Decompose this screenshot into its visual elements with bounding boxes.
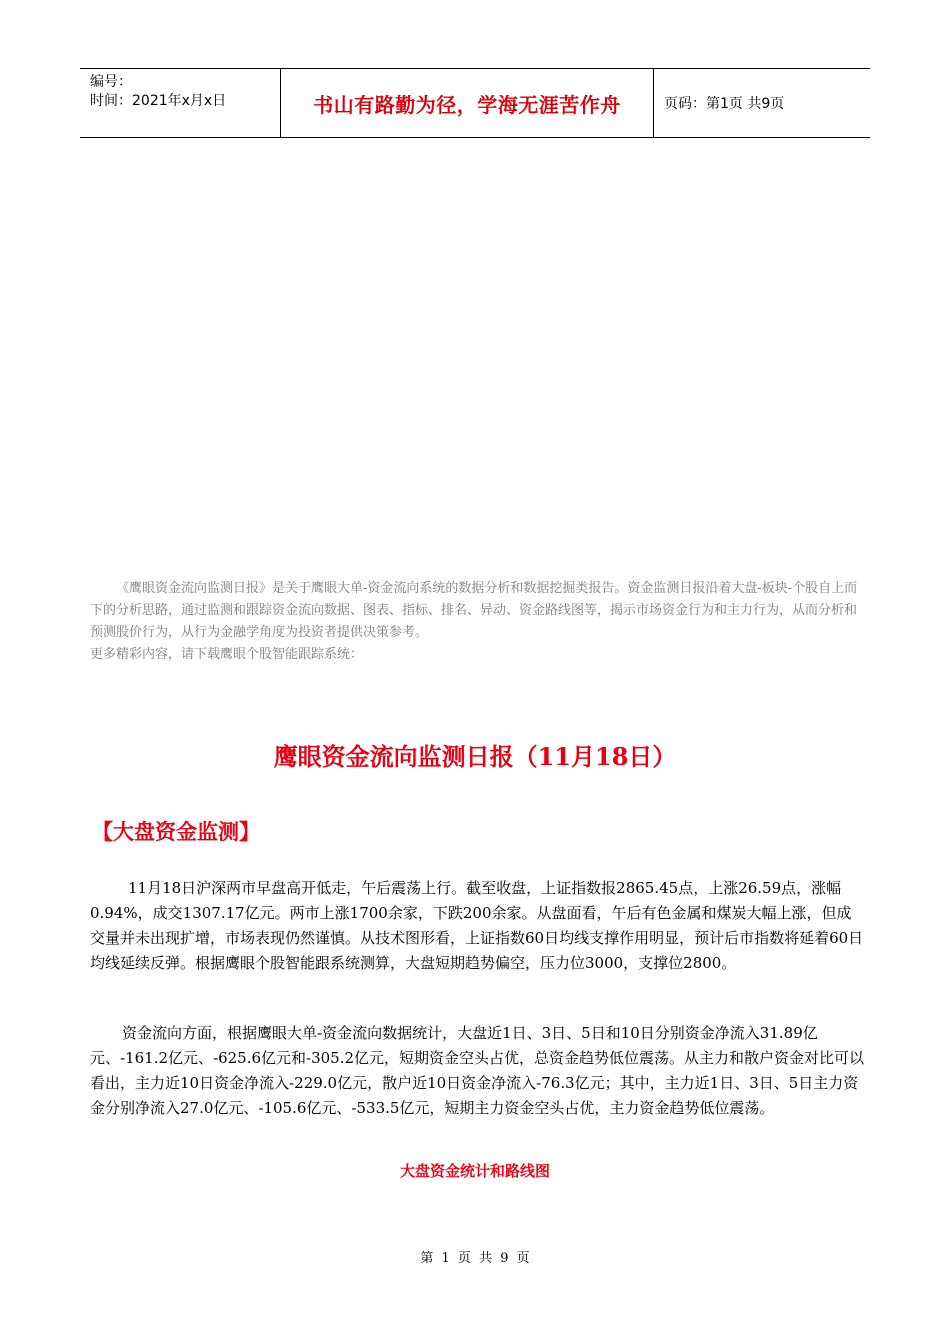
intro-paragraph: 《鹰眼资金流向监测日报》是关于鹰眼大单-资金流向系统的数据分析和数据挖掘类报告。资金监测日报沿着大盘-板块-个股自上而下的分析思路，通过监测和跟踪资金流向数据、图表、指标、排名、异动、资金路线图等，揭示市场资金行为和主力行为，从而分析和预测股价行为，从行为金融学角度为投资者提供决策参考。 [90,581,858,640]
time-label: 时间：2021年x月x日 [90,93,227,109]
capital-flow-text: 资金流向方面，根据鹰眼大单-资金流向数据统计，大盘近1日、3日、5日和10日分别资金净流入31.89亿元、-161.2亿元、-625.6亿元和-305.2亿元，短期资金空头占优，总资金趋势低位震荡。从主力和散户资金对比可以看出，主力近10日资金净流入-229.0亿元，散户近10日资金净流入-76.3亿元；其中，主力近1日、3日、5日主力资金分别净流入27.0亿元、-105.6亿元、-533.5亿元，短期主力资金空头占优，主力资金趋势低位震荡。 [90,1024,865,1117]
number-label: 编号： [90,74,132,90]
page-footer: 第 1 页 共 9 页 [420,1251,530,1266]
chart-caption: 大盘资金统计和路线图 [399,1162,550,1180]
intro-more-text: 更多精彩内容，请下载鹰眼个股智能跟踪系统： [90,647,364,662]
report-title: 鹰眼资金流向监测日报（11月18日） [273,742,677,771]
document-header [80,68,870,138]
body-paragraph-1 [90,876,865,976]
header-motto-cell [281,69,654,137]
header-motto: 书山有路勤为径，学海无涯苦作舟 [313,92,621,117]
intro-section [90,578,865,666]
section-heading: 【大盘资金监测】 [92,820,260,844]
market-summary-text: 11月18日沪深两市早盘高开低走，午后震荡上行。截至收盘，上证指数报2865.45点，上涨26.59点，涨幅0.94%，成交1307.17亿元。两市上涨1700余家，下跌200余家。从盘面看，午后有色金属和煤炭大幅上涨，但成交量并未出现扩增，市场表现仍然谨慎。从技术图形看，上证指数60日均线支撑作用明显，预计后市指数将延着60日均线延续反弹。根据鹰眼个股智能跟系统测算，大盘短期趋势偏空，压力位3000，支撑位2800。 [90,879,864,972]
header-page-cell [654,69,870,137]
header-page-info: 页码：第1页 共9页 [664,96,785,112]
body-paragraph-2 [90,1021,865,1121]
header-meta-cell [80,69,281,137]
